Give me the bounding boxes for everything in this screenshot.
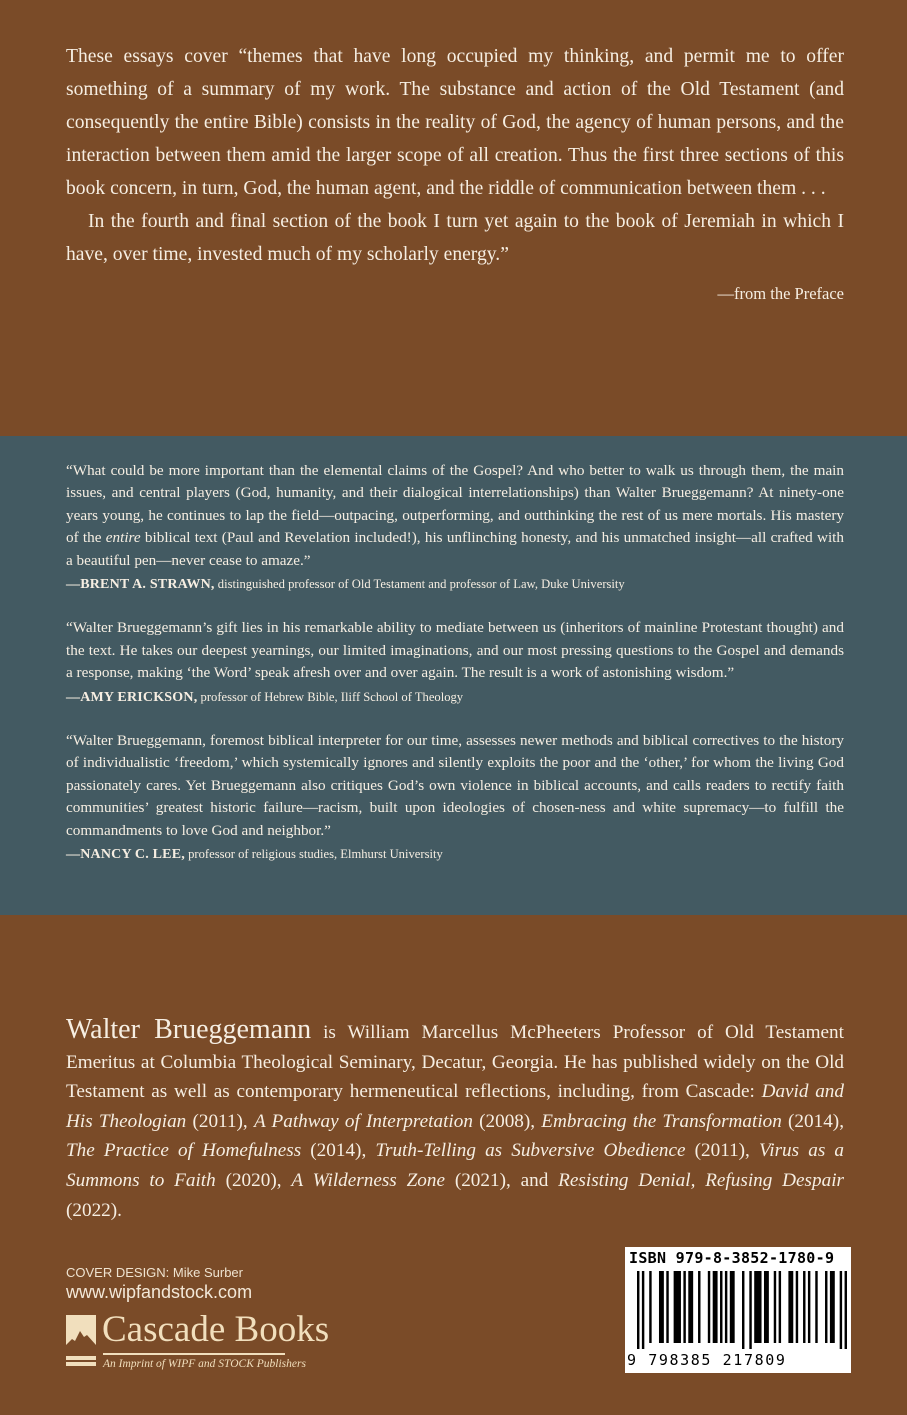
endorsement-quote bbox=[66, 460, 844, 572]
author-name: Walter Brueggemann bbox=[66, 1014, 312, 1045]
endorsement-credit bbox=[66, 573, 844, 596]
endorser-title: distinguished professor of Old Testament and professor of Law, Duke University bbox=[214, 577, 625, 592]
preface-attribution: —from the Preface bbox=[717, 284, 844, 303]
text-segment: (2021), and bbox=[444, 1169, 559, 1191]
barcode-bar bbox=[840, 1271, 842, 1349]
endorser-title: professor of religious studies, Elmhurst University bbox=[184, 847, 443, 862]
endorsement bbox=[66, 460, 844, 596]
endorsements-band bbox=[0, 436, 907, 915]
italic-title: entire bbox=[105, 529, 141, 547]
barcode-bar bbox=[642, 1271, 644, 1349]
barcode-digits: 9 798385 217809 bbox=[627, 1351, 787, 1370]
italic-title: The Practice of Homefulness bbox=[66, 1140, 302, 1162]
barcode-bar bbox=[666, 1271, 668, 1343]
barcode-bar bbox=[730, 1271, 735, 1343]
endorser-name: —BRENT A. STRAWN, bbox=[66, 577, 215, 593]
text-segment: biblical text (Paul and Revelation included!), his unflinching honesty, and his unmatched insight—all crafted with a beautiful pen—never cease to amaze.” bbox=[66, 529, 844, 569]
barcode-bar bbox=[788, 1271, 793, 1343]
italic-title: A Wilderness Zone bbox=[291, 1169, 445, 1191]
publisher-logo bbox=[66, 1309, 386, 1375]
barcode-bar bbox=[659, 1271, 664, 1343]
barcode-bar bbox=[674, 1271, 681, 1343]
barcode-bar bbox=[637, 1271, 639, 1349]
isbn-barcode bbox=[625, 1247, 851, 1373]
barcode-bar bbox=[698, 1271, 700, 1343]
publisher-website: www.wipfandstock.com bbox=[66, 1282, 253, 1303]
italic-title: A Pathway of Interpretation bbox=[253, 1110, 473, 1132]
barcode-bar bbox=[725, 1271, 727, 1343]
barcode-bar bbox=[683, 1271, 685, 1343]
barcode-bar bbox=[779, 1271, 781, 1343]
text-segment: (2022). bbox=[66, 1199, 122, 1221]
endorsements bbox=[66, 460, 844, 867]
back-cover-footer bbox=[0, 1225, 907, 1415]
italic-title: Virus as a Summons to Faith bbox=[66, 1140, 845, 1191]
text-segment: (2011), bbox=[186, 1110, 254, 1132]
bio-text bbox=[66, 1022, 844, 1221]
text-segment: (2008), bbox=[472, 1110, 542, 1132]
italic-title: Truth-Telling as Subversive Obedience bbox=[375, 1140, 686, 1162]
text-segment: “Walter Brueggemann, foremost biblical interpreter for our time, assesses newer methods and biblical correctives to the history of individualistic ‘freedom,’ which systemically ignores and silently exploits the poor and the ‘other,’ for whom the living God passionately cares. Yet Brueggemann also critiques God’s own violence in biblical accounts, and calls readers to rectify faith communities’ greatest historic failure—racism, built upon ideologies of chosen-ness and white supremacy—to fulfill the commandments to love God and neighbor.” bbox=[66, 732, 844, 839]
barcode-bar bbox=[713, 1271, 718, 1343]
endorsement-credit bbox=[66, 686, 844, 709]
italic-title: Resisting Denial, Refusing Despair bbox=[558, 1169, 845, 1191]
endorser-name: —NANCY C. LEE, bbox=[66, 847, 185, 863]
barcode-bar bbox=[803, 1271, 805, 1343]
barcode-bars bbox=[637, 1271, 847, 1349]
cover-design-credit: COVER DESIGN: Mike Surber bbox=[66, 1265, 243, 1281]
preface-excerpt bbox=[0, 0, 907, 436]
preface-paragraph-1: These essays cover “themes that have long occupied my thinking, and permit me to offer something of a summary of my work. The substance and action of the Old Testament (and consequently the entire Bible) consists in the reality of God, the agency of human persons, and the interaction between them amid the larger scope of all creation. Thus the first three sections of this book concern, in turn, God, the human agent, and the riddle of communication between them . . . bbox=[66, 46, 844, 199]
endorsement bbox=[66, 730, 844, 866]
endorsement bbox=[66, 617, 844, 709]
barcode-bar bbox=[845, 1271, 847, 1349]
barcode-bar bbox=[754, 1271, 761, 1343]
endorser-title: professor of Hebrew Bible, Iliff School of Theology bbox=[197, 689, 464, 704]
publisher-name: Cascade Books bbox=[102, 1309, 330, 1351]
barcode-bar bbox=[649, 1271, 651, 1343]
logo-divider bbox=[103, 1353, 285, 1355]
text-segment: (2020), bbox=[215, 1169, 292, 1191]
barcode-bar bbox=[688, 1271, 693, 1343]
barcode-bar bbox=[830, 1271, 835, 1343]
barcode-bar bbox=[708, 1271, 710, 1343]
publisher-tagline: An Imprint of WIPF and STOCK Publishers bbox=[103, 1358, 306, 1371]
barcode-bar bbox=[720, 1271, 722, 1343]
text-segment: “What could be more important than the elemental claims of the Gospel? And who better to walk us through them, the main issues, and central players (God, humanity, and their dialogical interrelationships) than Walter Brueggemann? At ninety-one years young, he continues to lap the field—outpacing, outperforming, and outthinking the rest of us mere mortals. His mastery of the bbox=[66, 462, 844, 547]
mountain-logo-icon bbox=[66, 1315, 96, 1367]
text-segment: (2014), bbox=[781, 1110, 844, 1132]
isbn-label: ISBN 979-8-3852-1780-9 bbox=[629, 1249, 835, 1268]
barcode-bar bbox=[815, 1271, 817, 1343]
endorser-name: —AMY ERICKSON, bbox=[66, 689, 198, 705]
barcode-bar bbox=[825, 1271, 827, 1343]
text-segment: is William Marcellus McPheeters Professor of Old Testament Emeritus at Columbia Theological Seminary, Decatur, Georgia. He has published widely on the Old Testament as well as contemporary hermeneutical reflections, including, from Cascade: bbox=[66, 1022, 844, 1103]
barcode-bar bbox=[764, 1271, 769, 1343]
endorsement-quote bbox=[66, 730, 844, 842]
author-bio bbox=[0, 915, 907, 1225]
barcode-bar bbox=[808, 1271, 810, 1343]
text-segment: “Walter Brueggemann’s gift lies in his remarkable ability to mediate between us (inheritors of mainline Protestant thought) and the text. He takes our deepest yearnings, our limited imaginations, and our most pressing questions to the Gospel and demands a response, making ‘the Word’ speak afresh over and over again. The result is a work of astonishing wisdom.” bbox=[66, 619, 844, 682]
endorsement-credit bbox=[66, 843, 844, 866]
italic-title: David and His Theologian bbox=[66, 1081, 844, 1132]
italic-title: Embracing the Transformation bbox=[541, 1110, 782, 1132]
publisher-info bbox=[66, 1247, 406, 1375]
preface-paragraph-2: In the fourth and final section of the book I turn yet again to the book of Jeremiah in which I have, over time, invested much of my scholarly energy.” bbox=[66, 211, 844, 265]
barcode-bar bbox=[742, 1271, 744, 1349]
text-segment: (2014), bbox=[301, 1140, 376, 1162]
text-segment: (2011), bbox=[685, 1140, 759, 1162]
barcode-bar bbox=[749, 1271, 751, 1349]
barcode-bar bbox=[796, 1271, 798, 1343]
endorsement-quote bbox=[66, 617, 844, 684]
barcode-bar bbox=[774, 1271, 776, 1343]
